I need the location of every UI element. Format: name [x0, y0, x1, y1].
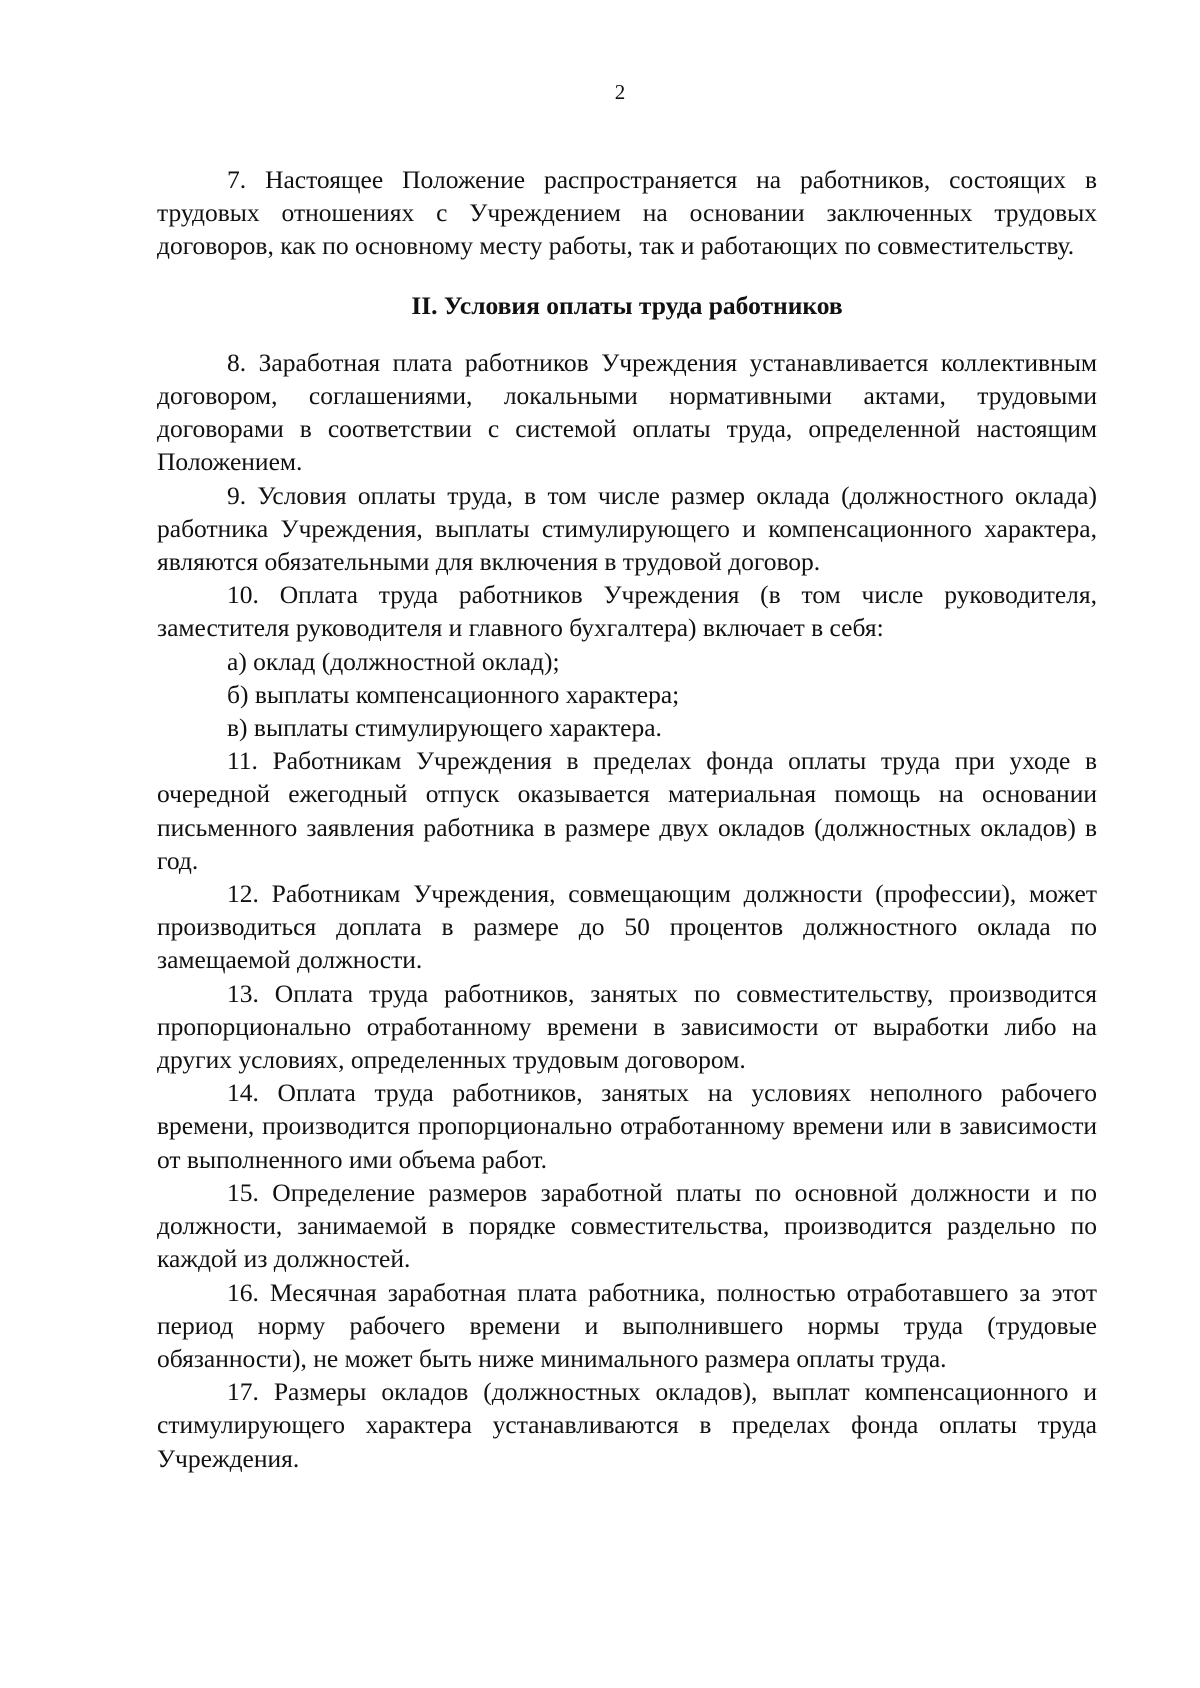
list-item-a: а) оклад (должностной оклад);	[227, 646, 560, 676]
section-heading: II. Условия оплаты труда работников	[411, 290, 843, 320]
paragraph-14: 14. Оплата труда работников, занятых на условиях неполного рабочего времени, производится пропорционально отработанному времени или в зависимости от выполненного ими объема работ.	[157, 1078, 1097, 1174]
paragraph-13: 13. Оплата труда работников, занятых по совместительству, производится пропорционально отработанному времени в зависимости от выработки либо на других условиях, определенных трудовым договором.	[157, 978, 1097, 1075]
paragraph-11: 11. Работникам Учреждения в пределах фонда оплаты труда при уходе в очередной ежегодный отпуск оказывается материальная помощь на основании письменного заявления работника в размере двух окладов (должностных окладов) в год.	[157, 746, 1097, 875]
document-body	[157, 163, 1097, 1475]
page-number: 2	[614, 80, 626, 104]
paragraph-9: 9. Условия оплаты труда, в том числе размер оклада (должностного оклада) работника Учреждения, выплаты стимулирующего и компенсационного характера, являются обязательными для включения в трудовой договор.	[157, 480, 1097, 577]
list-item-b: б) выплаты компенсационного характера;	[227, 679, 680, 709]
paragraph-10: 10. Оплата труда работников Учреждения (в том числе руководителя, заместителя руководителя и главного бухгалтера) включает в себя:	[157, 580, 1097, 643]
paragraph-16: 16. Месячная заработная плата работника, полностью отработавшего за этот период норму рабочего времени и выполнившего нормы труда (трудовые обязанности), не может быть ниже минимального размера оплаты труда.	[157, 1277, 1097, 1373]
paragraph-12: 12. Работникам Учреждения, совмещающим должности (профессии), может производиться доплата в размере до 50 процентов должностного оклада по замещаемой должности.	[157, 879, 1097, 975]
list-item-v: в) выплаты стимулирующего характера.	[227, 713, 662, 743]
paragraph-15: 15. Определение размеров заработной платы по основной должности и по должности, занимаемой в порядке совместительства, производится раздельно по каждой из должностей.	[157, 1177, 1097, 1274]
paragraph-7: 7. Настоящее Положение распространяется на работников, состоящих в трудовых отношениях с Учреждением на основании заключенных трудовых договоров, как по основному месту работы, так и работающих по совместительству.	[157, 165, 1097, 261]
paragraph-17: 17. Размеры окладов (должностных окладов), выплат компенсационного и стимулирующего характера устанавливаются в пределах фонда оплаты труда Учреждения.	[157, 1377, 1097, 1473]
paragraph-8: 8. Заработная плата работников Учреждения устанавливается коллективным договором, соглашениями, локальными нормативными актами, трудовыми договорами в соответствии с системой оплаты труда, определенной настоящим Положением.	[157, 347, 1097, 477]
